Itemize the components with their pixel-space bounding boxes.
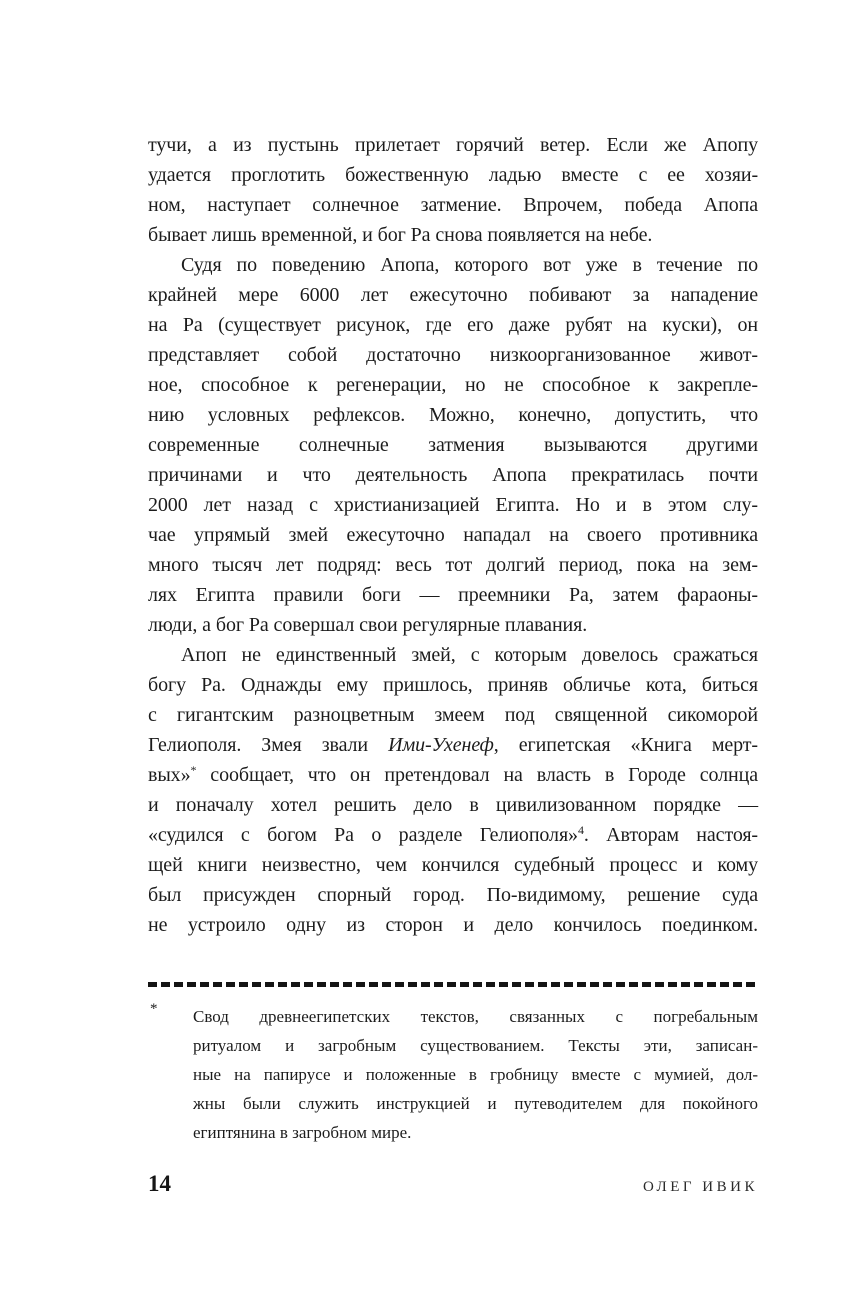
text-line: щей книги неизвестно, чем кончился судебный процесс и кому [148, 854, 758, 876]
footnote-separator [148, 982, 758, 987]
text-line: удается проглотить божественную ладью вместе с ее хозяи- [148, 164, 758, 186]
text-line: был присужден спорный город. По-видимому, решение суда [148, 884, 758, 906]
footnote [148, 1002, 758, 1147]
paragraph [148, 130, 758, 250]
text-line: ном, наступает солнечное затмение. Впрочем, победа Апопа [148, 194, 758, 216]
text-line: много тысяч лет подряд: весь тот долгий период, пока на зем- [148, 554, 758, 576]
footnote-reference: * [190, 763, 197, 777]
text-line: 2000 лет назад с христианизацией Египта. Но и в этом слу- [148, 494, 758, 516]
text-line: ные на папирусе и положенные в гробницу вместе с мумией, дол- [193, 1065, 758, 1084]
italic-text: Ими-Ухенеф [388, 734, 494, 756]
text-line: Судя по поведению Апопа, которого вот уже в течение по [181, 254, 758, 276]
text-line: с гигантским разноцветным змеем под священной сикоморой [148, 704, 758, 726]
paragraph [148, 640, 758, 940]
footnote-marker: * [150, 1001, 158, 1017]
text-line: египтянина в загробном мире. [193, 1123, 412, 1142]
text-line: чае упрямый змей ежесуточно нападал на своего противника [148, 524, 758, 546]
text-line: и поначалу хотел решить дело в цивилизованном порядке — [148, 794, 758, 816]
text-line: ное, способное к регенерации, но не способное к закрепле- [148, 374, 758, 396]
text-line: на Ра (существует рисунок, где его даже рубят на куски), он [148, 314, 758, 336]
text-line: люди, а бог Ра совершал свои регулярные плавания. [148, 614, 588, 636]
text-column [148, 130, 758, 1197]
page-footer [148, 1171, 758, 1197]
text-line: вых»* сообщает, что он претендовал на власть в Городе солнца [148, 763, 758, 786]
text-line: ритуалом и загробным существованием. Тексты эти, записан- [193, 1036, 758, 1055]
text-line: богу Ра. Однажды ему пришлось, приняв обличье кота, биться [148, 674, 758, 696]
text-line: современные солнечные затмения вызываются другими [148, 434, 758, 456]
text-line: нию условных рефлексов. Можно, конечно, допустить, что [148, 404, 758, 426]
running-title: ОЛЕГ ИВИК [642, 1179, 758, 1195]
footnote-text [193, 1002, 758, 1147]
footnote-reference: 4 [577, 823, 584, 837]
text-line: «судился с богом Ра о разделе Гелиополя»$^4$. Авторам настоя- [148, 823, 758, 846]
text-line: лях Египта правили боги — преемники Ра, затем фараоны- [148, 584, 758, 606]
text-line: Гелиополя. Змея звали Ими-Ухенеф, египетская «Книга мерт- [148, 734, 758, 756]
text-line: жны были служить инструкцией и путеводителем для покойного [193, 1094, 758, 1113]
text-line: причинами и что деятельность Апопа прекратилась почти [148, 464, 758, 486]
body-text [148, 130, 758, 940]
text-line: не устроило одну из сторон и дело кончилось поединком. [148, 914, 758, 936]
text-line: Апоп не единственный змей, с которым довелось сражаться [181, 644, 758, 666]
text-line: представляет собой достаточно низкоорганизованное живот- [148, 344, 758, 366]
page-number: 14 [148, 1171, 171, 1196]
text-line: крайней мере 6000 лет ежесуточно побивают за нападение [148, 284, 758, 306]
text-line: Свод древнеегипетских текстов, связанных с погребальным [193, 1007, 758, 1026]
text-line: тучи, а из пустынь прилетает горячий ветер. Если же Апопу [148, 134, 758, 156]
text-line: бывает лишь временной, и бог Ра снова появляется на небе. [148, 224, 653, 246]
paragraph [148, 250, 758, 640]
